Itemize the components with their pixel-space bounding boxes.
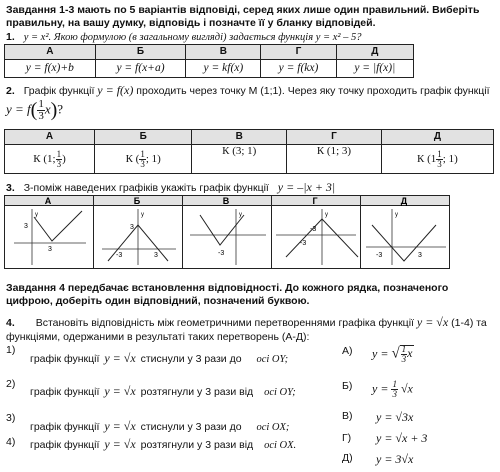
q1-answer-b[interactable]: y = f(x+a) <box>95 60 186 78</box>
question-1-answer-row <box>5 60 414 78</box>
q3-graph-v-tick1: -3 <box>218 250 225 257</box>
q3-graph-d-tick1: -3 <box>376 252 383 259</box>
q3-header-b: Б <box>133 196 141 206</box>
q2-header-b: Б <box>95 130 192 145</box>
q2-header-g: Г <box>287 130 382 145</box>
q4-option-g[interactable]: y = √x + 3 <box>376 431 428 445</box>
q3-graph-b-axis: y <box>141 212 144 218</box>
question-3-text: З-поміж наведених графіків укажіть графік функції <box>23 182 269 194</box>
q1-answer-d[interactable]: y = |f(x)| <box>336 60 413 78</box>
q2-answer-b[interactable]: К ( $\frac{1}{3}$ ; 1) <box>95 145 192 174</box>
q2-answer-d[interactable]: К (1 $\frac{1}{3}$ ; 1) <box>381 145 493 174</box>
q4-option-v-letter: В) <box>342 410 353 422</box>
question-2-header-row <box>5 130 494 145</box>
q4-item-1 <box>6 344 15 357</box>
q4-option-a-letter: А) <box>342 345 353 357</box>
q3-header-v: В <box>222 196 230 206</box>
question-4-number: 4. <box>6 317 15 329</box>
q3-graph-v[interactable] <box>190 209 266 265</box>
q3-graph-g-tick1: -3 <box>310 226 317 233</box>
q4-option-d-letter: Д) <box>342 452 353 464</box>
q1-answer-g[interactable]: y = f(kx) <box>261 60 336 78</box>
q4-item-2 <box>6 378 15 391</box>
q4-item-1-num: 1) <box>6 344 16 356</box>
q3-graph-b-tick3: 3 <box>130 224 134 231</box>
question-2 <box>6 84 496 98</box>
question-2-func2: y = f( $\frac{1}{3}$ x)? <box>6 98 64 122</box>
question-3 <box>6 181 335 195</box>
question-2-answer-row <box>5 145 494 174</box>
q4-option-g-letter: Г) <box>342 432 352 444</box>
question-2-func2-left: y = f <box>6 101 31 117</box>
question-4-func: y = √x <box>416 315 449 329</box>
q3-header-a: А <box>44 196 52 206</box>
q2-header-d: Д <box>381 130 493 145</box>
q3-graph-d[interactable] <box>366 209 446 265</box>
task-4-intro: Завдання 4 передбачає встановлення відповідності. До кожного рядка, позначеного цифрою, доберіть один відповідний, позначений буквою. <box>6 282 449 308</box>
question-3-graphs-svg <box>4 195 450 269</box>
question-2-func2-var: x <box>44 101 51 117</box>
q2-header-a: А <box>5 130 95 145</box>
q3-graph-g-tick2: -3 <box>300 240 307 247</box>
q4-item-1-text: графік функції y = √x стиснули у 3 рази до осі OY; <box>30 351 289 365</box>
q3-header-g: Г <box>312 196 318 206</box>
q4-item-4 <box>6 436 15 449</box>
question-2-table <box>4 129 494 174</box>
question-2-func2-frac: $\frac{1}{3}$ <box>38 98 44 122</box>
q2-answer-g[interactable]: К (1; 3) <box>287 145 382 174</box>
question-2-number: 2. <box>6 85 15 97</box>
q3-graph-a-tick2: 3 <box>48 246 52 253</box>
q1-header-d: Д <box>336 45 413 60</box>
question-4-text: Встановіть відповідність між геометричними перетвореннями графіка функції <box>35 317 414 329</box>
q3-graph-g[interactable] <box>276 209 358 265</box>
question-3-number: 3. <box>6 182 15 194</box>
q4-item-3-text: графік функції y = √x стиснули у 3 рази до осі OX; <box>30 419 290 433</box>
q3-header-d: Д <box>400 196 408 206</box>
question-1-header-row <box>5 45 414 60</box>
q4-option-a[interactable]: y = √ $\frac{1}{3}$ x <box>372 344 413 364</box>
q3-graph-v-axis: y <box>239 212 242 218</box>
question-2-func: y = f(x) <box>97 83 134 97</box>
q3-graph-a[interactable] <box>14 209 86 265</box>
q4-item-2-num: 2) <box>6 378 16 390</box>
q1-header-a: А <box>5 45 96 60</box>
q4-item-4-num: 4) <box>6 436 16 448</box>
intro-text: Завдання 1-3 мають по 5 варіантів відповіді, серед яких лише один правильний. Виберіть правильну, на вашу думку, відповідь і позначте її у бланку відповідей. <box>6 4 480 30</box>
q4-option-b-letter: Б) <box>342 380 353 392</box>
q2-header-v: В <box>192 130 287 145</box>
q3-graph-a-axis: y <box>35 212 38 218</box>
q1-answer-v[interactable]: y = kf(x) <box>186 60 261 78</box>
question-2-text-a: Графік функції <box>23 85 95 97</box>
question-2-qmark: ? <box>57 101 64 117</box>
q1-header-b: Б <box>95 45 186 60</box>
q4-option-b[interactable]: y = $\frac{1}{3}$ √x <box>372 379 413 399</box>
q2-answer-v[interactable]: К (3; 1) <box>192 145 287 174</box>
question-3-func: y = –|x + 3| <box>277 180 336 194</box>
q4-option-v[interactable]: y = √3x <box>376 410 414 424</box>
q3-graph-b-tick2: 3 <box>154 252 158 259</box>
question-1-table <box>4 44 414 78</box>
q3-graph-b[interactable] <box>102 209 176 265</box>
q1-header-g: Г <box>261 45 336 60</box>
q2-answer-a[interactable]: К (1; $\frac{1}{3}$ ) <box>5 145 95 174</box>
q1-answer-a[interactable]: y = f(x)+b <box>5 60 96 78</box>
question-4-text-b: (1-4) та функціями, одержаними в результаті таких перетворень (А-Д): <box>6 317 487 344</box>
q3-graph-d-axis: y <box>395 212 398 218</box>
question-1-number: 1. <box>6 31 15 43</box>
q3-graph-a-tick1: 3 <box>24 223 28 230</box>
q4-item-4-text: графік функції y = √x розтягнули у 3 рази від осі OX. <box>30 437 297 451</box>
question-1 <box>6 31 362 44</box>
q4-item-3 <box>6 412 15 425</box>
question-2-text-b: проходить через точку М (1;1). Через яку точку проходить графік функції <box>136 85 490 97</box>
question-1-text: y = x². Якою формулою (в загальному вигляді) задається функція y = x² – 5? <box>23 32 362 43</box>
q3-graph-d-tick2: 3 <box>418 252 422 259</box>
q4-option-d[interactable]: y = 3√x <box>376 452 414 466</box>
q3-graph-g-axis: y <box>325 212 328 218</box>
q1-header-v: В <box>186 45 261 60</box>
q4-item-3-num: 3) <box>6 412 16 424</box>
q3-graph-b-tick1: -3 <box>116 252 123 259</box>
question-3-graphs-table <box>4 195 450 269</box>
question-4 <box>6 314 494 344</box>
q4-item-2-text: графік функції y = √x розтягнули у 3 рази від осі OY; <box>30 384 296 398</box>
